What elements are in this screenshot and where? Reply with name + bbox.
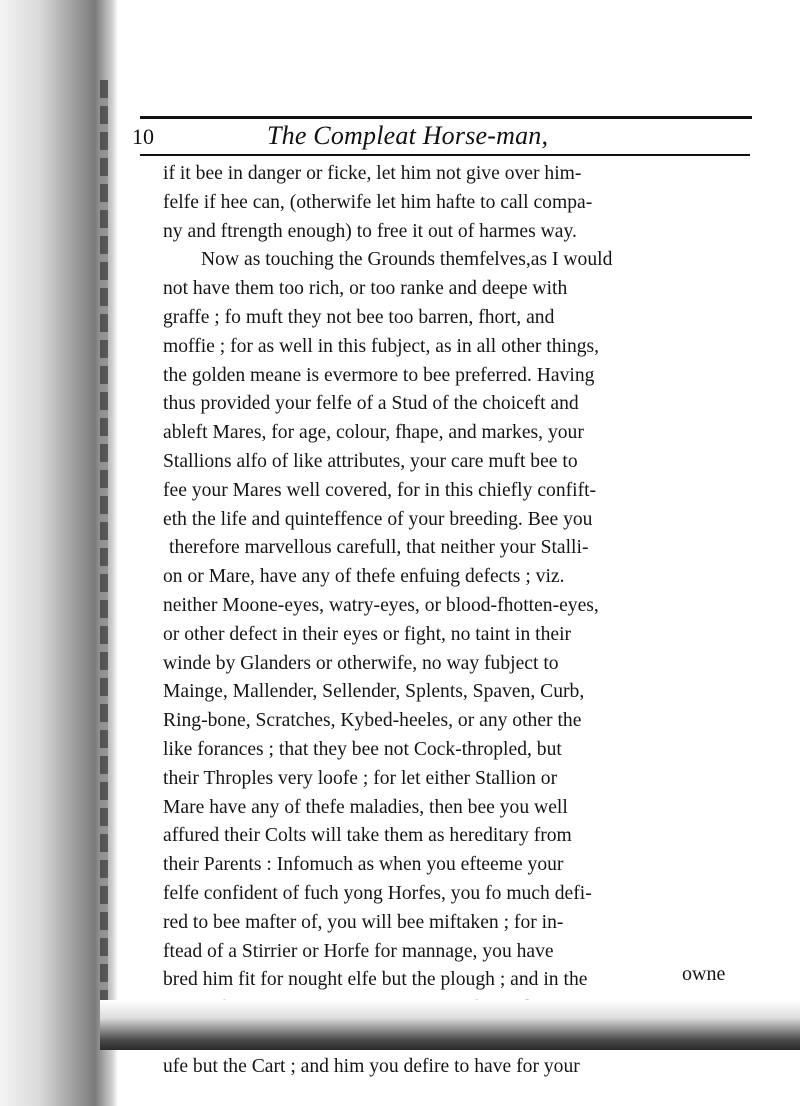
text-line: ny and ftrength enough) to free it out of harmes way. [163, 220, 577, 242]
text-line: their Parents : Infomuch as when you efteeme your [163, 854, 564, 876]
text-line: on or Mare, have any of thefe enfuing defects ; viz. [163, 566, 565, 588]
text-line: Stallions alfo of like attributes, your care muft bee to [163, 450, 578, 472]
text-line: Ring-bone, Scratches, Kybed-heeles, or any other the [163, 710, 582, 732]
text-line: not have them too rich, or too ranke and deepe with [163, 278, 568, 300]
text-line: Now as touching the Grounds themfelves,as I would [201, 249, 613, 271]
text-line: ftead of a Stirrier or Horfe for mannage, you have [163, 940, 554, 962]
binding-stitch-shadow [100, 80, 108, 1040]
header-bottom-rule [140, 154, 750, 156]
text-line: or other defect in their eyes or fight, no taint in their [163, 623, 572, 645]
text-line: if it bee in danger or ficke, let him not give over him- [163, 163, 582, 184]
text-line: fee your Mares well covered, for in this chiefly confift- [163, 479, 597, 501]
text-line: bred him fit for nought elfe but the plough ; and in the [163, 969, 588, 991]
text-line: their Throples very loofe ; for let either Stallion or [163, 767, 558, 789]
text-line: the golden meane is evermore to bee preferred. Having [163, 364, 595, 386]
text-line: winde by Glanders or otherwife, no way fubject to [163, 652, 559, 674]
catchword: owne [682, 963, 726, 985]
running-head: The Compleat Horse-man, [267, 121, 549, 150]
page-bottom-shadow [100, 1000, 800, 1050]
text-line: thus provided your felfe of a Stud of the choiceft and [163, 393, 579, 415]
page-number: 10 [132, 124, 154, 149]
text-line: Mare have any of thefe maladies, then bee you well [163, 796, 568, 818]
text-line: like forances ; that they bee not Cock-thropled, but [163, 738, 562, 760]
header-top-rule [140, 116, 752, 119]
text-line: affured their Colts will take them as hereditary from [163, 825, 572, 847]
text-line: ableft Mares, for age, colour, fhape, and markes, your [163, 422, 584, 444]
text-line: Mainge, Mallender, Sellender, Splents, Spaven, Curb, [163, 681, 585, 703]
text-line: graffe ; fo muft they not bee too barren, fhort, and [163, 306, 555, 328]
text-line: red to bee mafter of, you will bee miftaken ; for in- [163, 911, 564, 933]
text-line: therefore marvellous carefull, that neither your Stalli- [169, 537, 589, 559]
body-text [163, 160, 783, 1082]
text-line: eth the life and quinteffence of your breeding. Bee you [163, 508, 593, 530]
text-line: ufe but the Cart ; and him you defire to have for your [163, 1055, 580, 1077]
text-line: felfe if hee can, (otherwife let him hafte to call compa- [163, 191, 593, 213]
text-line: felfe confident of fuch yong Horfes, you fo much defi- [163, 882, 592, 904]
text-line: neither Moone-eyes, watry-eyes, or blood-fhotten-eyes, [163, 594, 599, 616]
text-line: moffie ; for as well in this fubject, as in all other things, [163, 335, 600, 357]
